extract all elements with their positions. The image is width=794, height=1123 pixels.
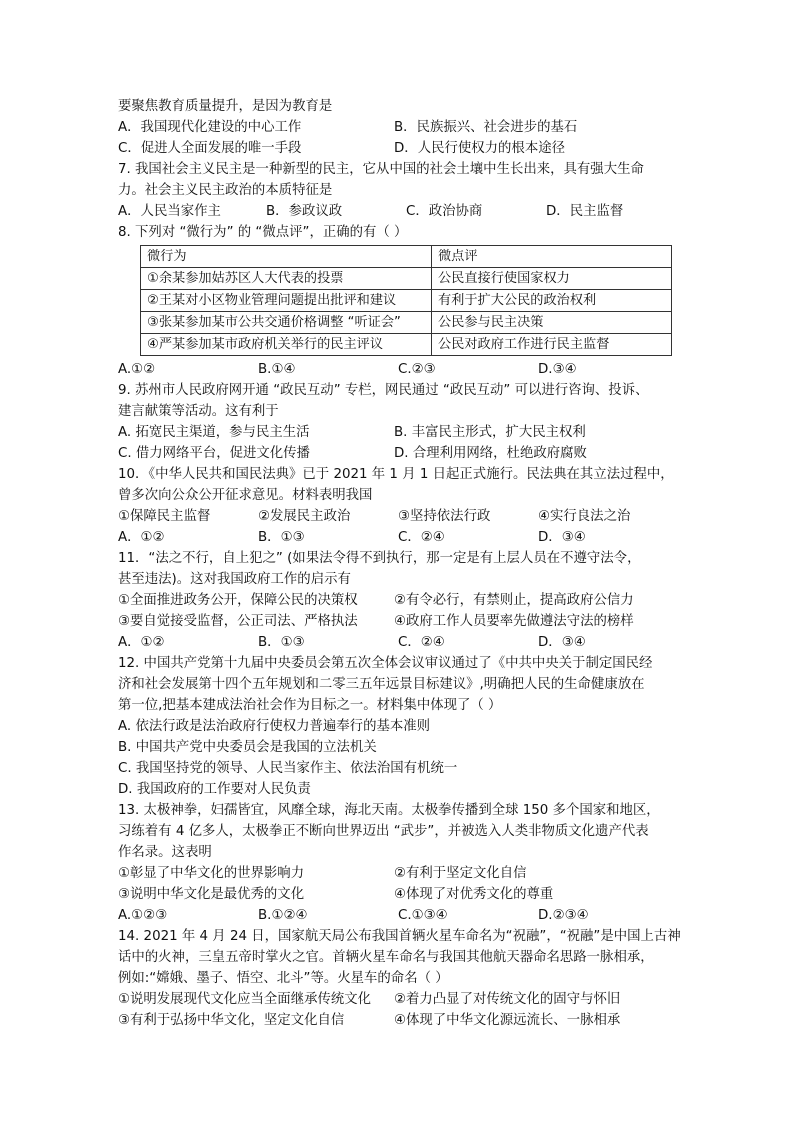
q6-options-row-2 xyxy=(118,138,678,159)
q11-item-1: ①全面推进政务公开，保障公民的决策权 xyxy=(118,593,358,608)
q13-items-row-1 xyxy=(118,863,678,884)
q6-option-b: B．民族振兴、社会进步的基石 xyxy=(394,120,578,135)
table-header-row xyxy=(141,246,672,268)
q8-option-a: A.①② xyxy=(118,362,156,377)
q11-item-3: ③要自觉接受监督，公正司法、严格执法 xyxy=(118,614,358,629)
q7-options xyxy=(118,201,678,222)
q13-stem-line-2: 习练着有 4 亿多人，太极拳正不断向世界迈出 “武步”，并被选入人类非物质文化遗产代表 xyxy=(118,824,649,839)
q7-stem-line-2: 力。社会主义民主政治的本质特征是 xyxy=(118,183,333,198)
q10-option-c: C．②④ xyxy=(398,530,445,545)
q11-items-row-1 xyxy=(118,590,678,611)
q10-option-d: D．③④ xyxy=(538,530,586,545)
table-row xyxy=(141,268,672,290)
q11-option-a: A．①② xyxy=(118,635,165,650)
q11-item-4: ④政府工作人员要率先做遵法守法的榜样 xyxy=(394,614,634,629)
q8-option-c: C.②③ xyxy=(398,362,436,377)
q14-stem-line-1: 14. 2021 年 4 月 24 日，国家航天局公布我国首辆火星车命名为“祝融”，“祝融”是中国上古神 xyxy=(118,929,681,944)
q10-items xyxy=(118,506,678,527)
q10-item-2: ②发展民主政治 xyxy=(258,509,351,524)
q12-option-c: C. 我国坚持党的领导、人民当家作主、依法治国有机统一 xyxy=(118,761,458,776)
q13-option-c: C.①③④ xyxy=(398,908,448,923)
q13-item-3: ③说明中华文化是最优秀的文化 xyxy=(118,887,305,902)
q9-option-c: C. 借力网络平台，促进文化传播 xyxy=(118,446,310,461)
q11-item-2: ②有令必行，有禁则止，提高政府公信力 xyxy=(394,593,634,608)
table-row xyxy=(141,290,672,312)
q7-option-c: C．政治协商 xyxy=(406,204,483,219)
table-header-cell: 微点评 xyxy=(432,246,672,268)
q7-option-a: A．人民当家作主 xyxy=(118,204,221,219)
q9-options-row-2 xyxy=(118,443,678,464)
q8-option-b: B.①④ xyxy=(258,362,296,377)
q6-stem-tail: 要聚焦教育质量提升，是因为教育是 xyxy=(118,99,333,114)
q11-stem-line-1: 11．“法之不行，自上犯之” (如果法令得不到执行，那一定是有上层人员在不遵守法令， xyxy=(118,551,641,566)
q12-stem-line-2: 济和社会发展第十四个五年规划和二零三五年远景目标建议》,明确把人民的生命健康放在 xyxy=(118,677,645,692)
q8-stem: 8. 下列对 “微行为” 的 “微点评”，正确的有（ ） xyxy=(118,225,408,240)
q13-option-b: B.①②④ xyxy=(258,908,308,923)
table-cell: ④严某参加某市政府机关举行的民主评议 xyxy=(141,334,432,356)
q13-stem-line-3: 作名录。这表明 xyxy=(118,845,212,860)
q9-option-d: D. 合理利用网络，杜绝政府腐败 xyxy=(394,446,587,461)
q10-item-3: ③坚持依法行政 xyxy=(398,509,491,524)
q14-item-2: ②着力凸显了对传统文化的固守与怀旧 xyxy=(394,992,621,1007)
q14-item-3: ③有利于弘扬中华文化，坚定文化自信 xyxy=(118,1013,345,1028)
q13-option-d: D.②③④ xyxy=(538,908,589,923)
q14-items-row-2 xyxy=(118,1010,678,1031)
q7-option-d: D．民主监督 xyxy=(546,204,624,219)
q8-options xyxy=(118,359,678,380)
q7-stem-line-1: 7. 我国社会主义民主是一种新型的民主，它从中国的社会土壤中生长出来，具有强大生命 xyxy=(118,162,644,177)
q11-option-c: C．②④ xyxy=(398,635,445,650)
q9-option-a: A. 拓宽民主渠道，参与民主生活 xyxy=(118,425,310,440)
q10-stem-line-1: 10．《中华人民共和国民法典》已于 2021 年 1 月 1 日起正式施行。民法典在其立法过程中， xyxy=(118,467,674,482)
q6-option-d: D．人民行使权力的根本途径 xyxy=(394,141,565,156)
table-cell: 公民直接行使国家权力 xyxy=(432,268,672,290)
table-cell: ①余某参加姑苏区人大代表的投票 xyxy=(141,268,432,290)
q9-stem-line-2: 建言献策等活动。这有利于 xyxy=(118,404,279,419)
q14-stem-line-2: 话中的火神，三皇五帝时掌火之官。首辆火星车命名与我国其他航天器命名思路一脉相承， xyxy=(118,950,654,965)
q9-option-b: B. 丰富民主形式，扩大民主权利 xyxy=(394,425,586,440)
table-row xyxy=(141,334,672,356)
q11-option-b: B．①③ xyxy=(258,635,305,650)
q13-item-4: ④体现了对优秀文化的尊重 xyxy=(394,887,554,902)
q6-options-row-1 xyxy=(118,117,678,138)
table-cell: ②王某对小区物业管理问题提出批评和建议 xyxy=(141,290,432,312)
q8-table xyxy=(140,245,672,356)
q12-stem-line-3: 第一位,把基本建成法治社会作为目标之一。材料集中体现了（ ） xyxy=(118,698,502,713)
q12-option-d: D. 我国政府的工作要对人民负责 xyxy=(118,782,311,797)
q9-stem-line-1: 9. 苏州市人民政府网开通 “政民互动” 专栏，网民通过 “政民互动” 可以进行咨询、投诉、 xyxy=(118,383,649,398)
q13-stem-line-1: 13. 太极神拳，妇孺皆宜，风靡全球，海北天南。太极拳传播到全球 150 多个国家和地区， xyxy=(118,803,660,818)
q10-item-1: ①保障民主监督 xyxy=(118,509,211,524)
q13-item-1: ①彰显了中华文化的世界影响力 xyxy=(118,866,305,881)
q13-options xyxy=(118,905,678,926)
table-cell: 公民参与民主决策 xyxy=(432,312,672,334)
q10-stem-line-2: 曾多次向公众公开征求意见。材料表明我国 xyxy=(118,488,373,503)
table-cell: 有利于扩大公民的政治权利 xyxy=(432,290,672,312)
q10-option-a: A．①② xyxy=(118,530,165,545)
q12-option-b: B. 中国共产党中央委员会是我国的立法机关 xyxy=(118,740,377,755)
q13-option-a: A.①②③ xyxy=(118,908,168,923)
q6-option-a: A．我国现代化建设的中心工作 xyxy=(118,120,302,135)
q12-stem-line-1: 12. 中国共产党第十九届中央委员会第五次全体会议审议通过了《中共中央关于制定国民经 xyxy=(118,656,653,671)
table-cell: ③张某参加某市公共交通价格调整 “听证会” xyxy=(141,312,432,334)
q11-items-row-2 xyxy=(118,611,678,632)
table-row xyxy=(141,312,672,334)
q11-stem-line-2: 甚至违法)。这对我国政府工作的启示有 xyxy=(118,572,351,587)
q13-items-row-2 xyxy=(118,884,678,905)
q14-items-row-1 xyxy=(118,989,678,1010)
q14-stem-line-3: 例如:“嫦娥、墨子、悟空、北斗”等。火星车的命名（ ） xyxy=(118,971,449,986)
q10-option-b: B．①③ xyxy=(258,530,305,545)
table-cell: 公民对政府工作进行民主监督 xyxy=(432,334,672,356)
q11-options xyxy=(118,632,678,653)
q8-option-d: D.③④ xyxy=(538,362,577,377)
q14-item-1: ①说明发展现代文化应当全面继承传统文化 xyxy=(118,992,372,1007)
q11-option-d: D．③④ xyxy=(538,635,586,650)
q10-item-4: ④实行良法之治 xyxy=(538,509,631,524)
q7-option-b: B．参政议政 xyxy=(266,204,343,219)
q6-option-c: C．促进人全面发展的唯一手段 xyxy=(118,141,302,156)
table-header-cell: 微行为 xyxy=(141,246,432,268)
q12-option-a: A. 依法行政是法治政府行使权力普遍奉行的基本准则 xyxy=(118,719,431,734)
q10-options xyxy=(118,527,678,548)
q14-item-4: ④体现了中华文化源远流长、一脉相承 xyxy=(394,1013,621,1028)
q13-item-2: ②有利于坚定文化自信 xyxy=(394,866,527,881)
exam-page xyxy=(118,96,681,1031)
q9-options-row-1 xyxy=(118,422,678,443)
